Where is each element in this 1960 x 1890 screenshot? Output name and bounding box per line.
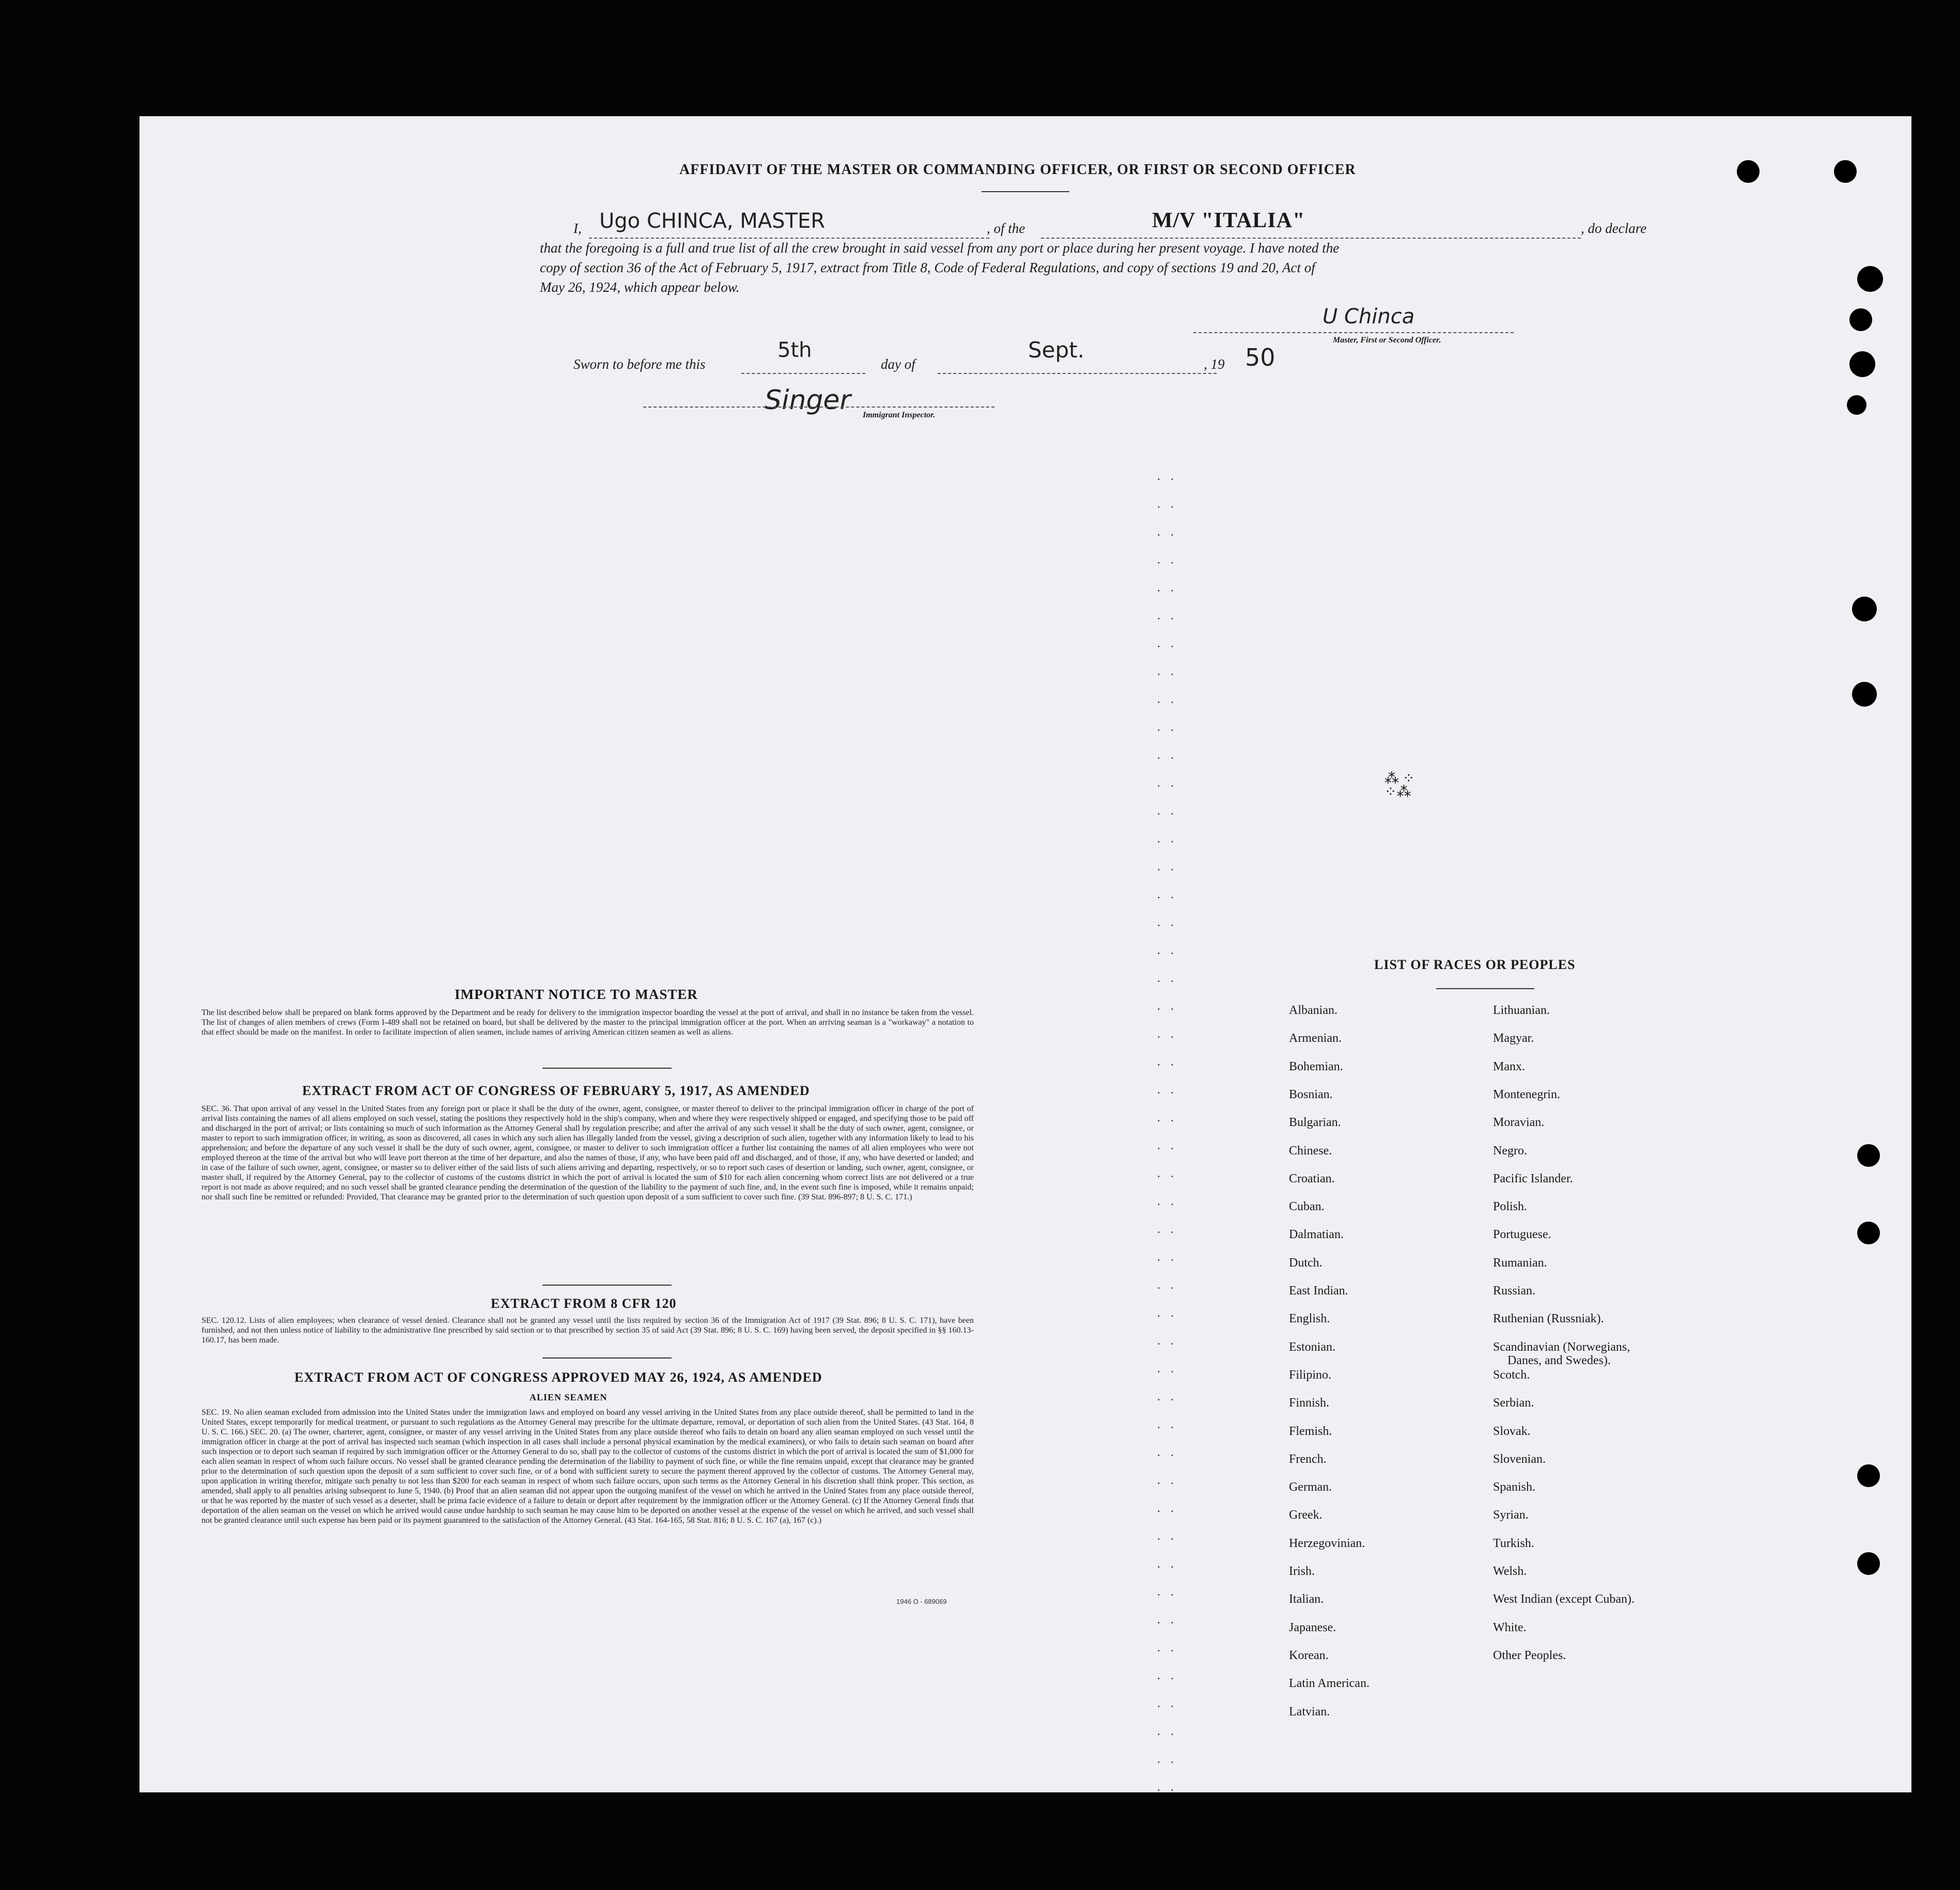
punch-hole-10 <box>1857 1222 1880 1244</box>
extract-cfr-title: EXTRACT FROM 8 CFR 120 <box>491 1296 677 1311</box>
inspector-line <box>643 407 994 408</box>
dot-column-left: .. .. .. .. .. .. .. .. .. .. .. .. .. .. .. .. .. .. .. .. .. .. .. .. .. .. .. .. .. .. .. .. .. .. .. .. .. .. .. .. .. .. .. .. .. .. .. .. <box>1157 470 1184 1794</box>
race-item: Montenegrin. <box>1493 1087 1560 1101</box>
vessel-name-handwritten: M/V "ITALIA" <box>1152 209 1305 232</box>
race-item: Korean. <box>1289 1648 1329 1662</box>
race-item: Cuban. <box>1289 1200 1325 1214</box>
races-rule <box>1436 988 1534 989</box>
race-item: White. <box>1493 1620 1527 1634</box>
race-item: Manx. <box>1493 1059 1525 1073</box>
extract-1917-body: SEC. 36. That upon arrival of any vessel in the United States from any foreign port or place it shall be the duty of the owner, agent, consignee, or master thereof to deliver to the principal immigration officer in charge of the port of arrival lists containing the names of all aliens employed on such vessel, stating the positions they respectively hold in the ship's company, when and where they were respectively shipped or engaged, and specifying those to be paid off and discharged in the port of arrival; or lists containing so much of such information as the Attorney General shall by regulation prescribe; and after the arrival of any such vessel it shall be the duty of such owner, agent, consignee, or master to report to such immigration officer, in writing, as soon as discovered, all cases in which any such alien has illegally landed from the vessel, giving a description of such alien, together with any information likely to lead to his apprehension; and before the departure of any such vessel it shall be the duty of such owner, agent, consignee, or master to deliver to such immigration officer a further list containing the names of all alien employees who were not employed thereon at the time of the arrival but who will leave port thereon at the time of her departure, and also the names of those, if any, who have been paid off and discharged, and of those, if any, who have deserted or landed; and in case of the failure of such owner, agent, consignee, or master so to deliver either of the said lists of such aliens arriving and departing, respectively, or so to report such cases of desertion or landing, such owner, agent, consignee, or master shall, if required by the Attorney General, pay to the collector of customs of the customs district in which the port of arrival is located the sum of $10 for each alien concerning whom correct lists are not delivered or a true report is not made as above required; and no such vessel shall be granted clearance pending the determination of the question of the liability to the payment of such fine, and, in the event such fine is imposed, while it remains unpaid; nor shall such fine be remitted or refunded: Provided, That clearance may be granted prior to the determination of such question upon deposit of a sum sufficient to cover such fine. (39 Stat. 896-897; 8 U. S. C. 171.) <box>201 1104 974 1201</box>
punch-hole-7 <box>1852 597 1877 621</box>
race-item: East Indian. <box>1289 1284 1348 1298</box>
race-item: Dalmatian. <box>1289 1228 1344 1242</box>
race-item: Greek. <box>1289 1508 1323 1522</box>
month-line <box>938 373 1217 374</box>
race-item: Syrian. <box>1493 1508 1529 1522</box>
inspector-caption: Immigrant Inspector. <box>863 411 936 419</box>
punch-hole-3 <box>1857 266 1883 292</box>
smudge-mark: ⁂ ⁘ ⁘⁂ <box>1385 771 1415 800</box>
do-declare-label: , do declare <box>1581 221 1647 236</box>
race-item: Moravian. <box>1493 1116 1545 1130</box>
title-rule <box>982 191 1069 192</box>
inspector-signature: Singer <box>765 385 851 416</box>
race-item: Welsh. <box>1493 1565 1527 1578</box>
extract-cfr-body: SEC. 120.12. Lists of alien employees; when clearance of vessel denied. Clearance shall not be granted any vessel until the lists required by section 36 of the Immigration Act of 1917 (39 Stat. 896; 8 U. S. C. 171), have been furnished, and not then unless notice of liability to the administrative fine prescribed by said section or to that prescribed by section 35 of said Act (39 Stat. 896; 8 U. S. C. 169) having been served, the deposit specified in §§ 160.13-160.17, has been made. <box>201 1316 974 1345</box>
vessel-line <box>1041 238 1581 239</box>
extract-1924-title: EXTRACT FROM ACT OF CONGRESS APPROVED MAY 26, 1924, AS AMENDED <box>294 1370 822 1385</box>
race-item: Scandinavian (Norwegians, <box>1493 1340 1630 1354</box>
day-of-label: day of <box>881 356 915 372</box>
race-item: Turkish. <box>1493 1536 1534 1550</box>
race-item: English. <box>1289 1312 1330 1326</box>
punch-hole-6 <box>1847 395 1866 415</box>
affidavit-title: AFFIDAVIT OF THE MASTER OR COMMANDING OFFICER, OR FIRST OR SECOND OFFICER <box>679 162 1356 178</box>
punch-hole-11 <box>1857 1464 1880 1487</box>
notice-rule <box>542 1068 672 1069</box>
officer-signature: U Chinca <box>1323 305 1415 329</box>
race-item: Magyar. <box>1493 1032 1534 1045</box>
race-item: Finnish. <box>1289 1396 1330 1410</box>
race-item: Armenian. <box>1289 1032 1342 1045</box>
race-item: Chinese. <box>1289 1144 1332 1158</box>
races-title: LIST OF RACES OR PEOPLES <box>1374 957 1576 972</box>
race-item: West Indian (except Cuban). <box>1493 1592 1635 1606</box>
day-handwritten: 5th <box>777 338 812 362</box>
race-item: Japanese. <box>1289 1620 1336 1634</box>
affidavit-line-2: that the foregoing is a full and true list of all the crew brought in said vessel from any port or place during her present voyage. I have noted the <box>540 240 1340 256</box>
document-page <box>139 116 1911 1792</box>
race-item: Scotch. <box>1493 1368 1530 1382</box>
race-item: Croatian. <box>1289 1172 1335 1185</box>
race-item: Filipino. <box>1289 1368 1332 1382</box>
extract-1917-rule <box>542 1285 672 1286</box>
race-item: Estonian. <box>1289 1340 1335 1354</box>
race-item: Bosnian. <box>1289 1087 1333 1101</box>
print-code: 1946 O - 689069 <box>896 1598 947 1605</box>
race-item: Negro. <box>1493 1144 1527 1158</box>
race-item: Lithuanian. <box>1493 1004 1550 1017</box>
race-item: Rumanian. <box>1493 1256 1547 1270</box>
extract-1917-title: EXTRACT FROM ACT OF CONGRESS OF FEBRUARY 5, 1917, AS AMENDED <box>302 1083 810 1098</box>
punch-hole-1 <box>1737 160 1760 183</box>
punch-hole-8 <box>1852 682 1877 707</box>
race-item: German. <box>1289 1480 1332 1494</box>
notice-title: IMPORTANT NOTICE TO MASTER <box>455 987 698 1002</box>
extract-1924-subtitle: ALIEN SEAMEN <box>530 1392 608 1402</box>
notice-body: The list described below shall be prepared on blank forms approved by the Department and be ready for delivery to the immigration inspector boarding the vessel at the port of arrival, and shall in no instance be taken from the vessel. The list of changes of alien members of crews (Form I-489 shall not be retained on board, but shall be delivered by the master to the principal immigration officer at the port. When an arriving seaman is a "workaway" a notation to that effect should be made on the manifest. In order to facilitate inspection of alien seamen, include names of arriving American citizen seamen as well as aliens. <box>201 1008 974 1037</box>
race-item: Slovenian. <box>1493 1452 1546 1466</box>
year-handwritten: 50 <box>1245 343 1275 371</box>
race-item: Italian. <box>1289 1592 1324 1606</box>
race-item: Flemish. <box>1289 1424 1332 1438</box>
race-item: Irish. <box>1289 1565 1315 1578</box>
punch-hole-12 <box>1857 1552 1880 1575</box>
race-item: Danes, and Swedes). <box>1507 1353 1611 1367</box>
race-item: Spanish. <box>1493 1480 1536 1494</box>
affidavit-intro: I, <box>573 221 582 236</box>
extract-1924-body: SEC. 19. No alien seaman excluded from admission into the United States under the immigration laws and employed on board any vessel arriving in the United States from any place outside thereof, shall be permitted to land in the United States, except temporarily for medical treatment, or pursuant to such regulations as the Attorney General may prescribe for the ultimate departure, removal, or deportation of such alien from the United States. (43 Stat. 164, 8 U. S. C. 166.) SEC. 20. (a) The owner, charterer, agent, consignee, or master of any vessel arriving in the United States from any place outside thereof who fails to detain on board any alien seaman employed on such vessel until the immigration officer in charge at the port of arrival has inspected such seaman (which inspection in all cases shall include a personal physical examination by the medical examiners), or who fails to detain such seaman on board after such inspection or to deport such seaman if required by such immigration officer or the Attorney General to do so, shall pay to the collector of customs of the customs district in which the port of arrival is located the sum of $1,000 for each alien seaman in respect of whom such failure occurs. No vessel shall be granted clearance pending the determination of the liability to payment of such fine, or while the fine remains unpaid, except that clearance may be granted prior to the determination of such question upon the deposit of a sum sufficient to cover such fine, or of a bond with sufficient surety to secure the payment thereof approved by the collector of customs. The Attorney General may, upon application in writing therefor, mitigate such penalty to not less than $200 for each seaman in respect of whom such failure occurs, upon such terms as the Attorney General in his discretion shall think proper. This section, as amended, shall apply to all penalties arising subsequent to June 5, 1940. (b) Proof that an alien seaman did not appear upon the outgoing manifest of the vessel on which he arrived in the United States from any place outside thereof, or that he was reported by the master of such vessel as a deserter, shall be prima facie evidence of a failure to detain or deport after requirement by the immigration officer or the Attorney General. (c) If the Attorney General finds that deportation of the alien seaman on the vessel on which he arrived would cause undue hardship to such seaman he may cause him to be deported on another vessel at the expense of the vessel on which he arrived, and such vessel shall not be granted clearance until such expense has been paid or its payment guaranteed to the satisfaction of the Attorney General. (43 Stat. 164-165, 58 Stat. 816; 8 U. S. C. 167 (a), 167 (c).) <box>201 1408 974 1525</box>
punch-hole-5 <box>1849 351 1875 377</box>
race-item: Portuguese. <box>1493 1228 1551 1242</box>
race-item: Bohemian. <box>1289 1059 1343 1073</box>
race-item: French. <box>1289 1452 1327 1466</box>
year-prefix: , 19 <box>1204 356 1225 372</box>
punch-hole-9 <box>1857 1144 1880 1167</box>
punch-hole-4 <box>1849 308 1872 331</box>
officer-signature-line <box>1193 332 1514 333</box>
race-item: Other Peoples. <box>1493 1648 1566 1662</box>
sworn-label: Sworn to before me this <box>573 356 706 372</box>
race-item: Russian. <box>1493 1284 1536 1298</box>
race-item: Pacific Islander. <box>1493 1172 1573 1185</box>
affidavit-line-4: May 26, 1924, which appear below. <box>540 279 740 295</box>
master-name-handwritten: Ugo CHINCA, MASTER <box>599 209 826 233</box>
punch-hole-2 <box>1834 160 1857 183</box>
race-item: Latvian. <box>1289 1705 1330 1719</box>
affidavit-line-3: copy of section 36 of the Act of February 5, 1917, extract from Title 8, Code of Federal Regulations, and copy of sections 19 and 20, Act of <box>540 260 1315 275</box>
of-the-label: , of the <box>987 221 1025 236</box>
race-item: Herzegovinian. <box>1289 1536 1365 1550</box>
extract-cfr-rule <box>542 1357 672 1358</box>
month-handwritten: Sept. <box>1028 337 1084 363</box>
race-item: Polish. <box>1493 1200 1528 1214</box>
race-item: Slovak. <box>1493 1424 1531 1438</box>
race-item: Serbian. <box>1493 1396 1534 1410</box>
race-item: Ruthenian (Russniak). <box>1493 1312 1604 1326</box>
race-item: Albanian. <box>1289 1004 1337 1017</box>
race-item: Latin American. <box>1289 1677 1370 1691</box>
name-line <box>589 238 989 239</box>
race-item: Bulgarian. <box>1289 1116 1341 1130</box>
race-item: Dutch. <box>1289 1256 1323 1270</box>
officer-caption: Master, First or Second Officer. <box>1333 336 1441 345</box>
day-line <box>741 373 865 374</box>
